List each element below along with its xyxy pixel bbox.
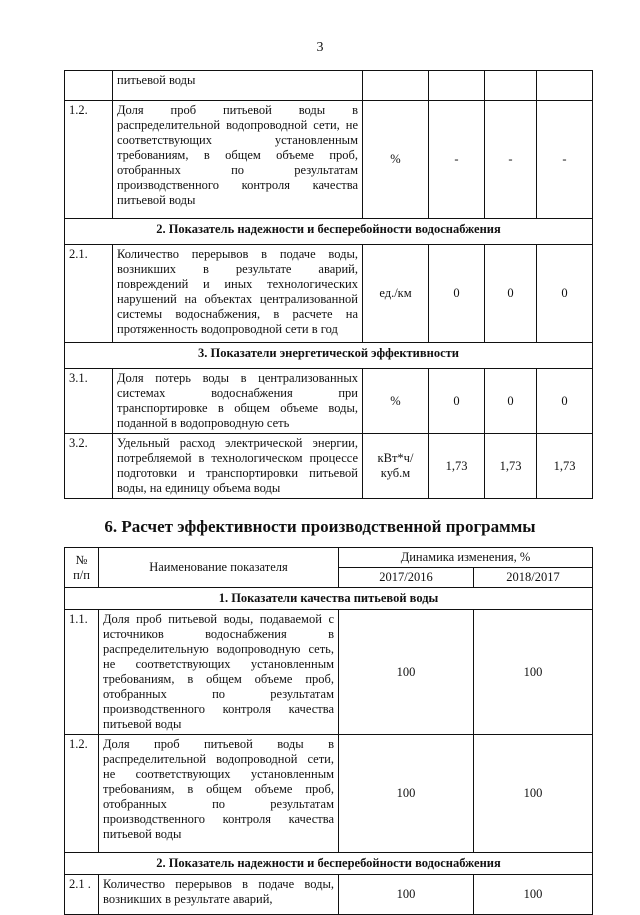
indicator-name: Доля проб питьевой воды, подаваемой с источников водоснабжения в распределительную водопроводную сеть, не соответствующих установленным требованиям, в общем объеме проб, отобранных по результатам производственного контроля качества питьевой воды (99, 610, 339, 735)
value-cell: 100 (474, 735, 593, 853)
unit-cell: ед./км (363, 245, 429, 343)
row-number: 1.2. (65, 101, 113, 219)
unit-cell: % (363, 101, 429, 219)
section-row (65, 343, 593, 369)
value-cell: - (429, 101, 485, 219)
value-cell: 100 (474, 610, 593, 735)
row-number: 3.1. (65, 369, 113, 434)
table-row (65, 369, 593, 434)
table-header-row (65, 548, 593, 568)
indicator-name: питьевой воды (113, 71, 363, 101)
row-number: 2.1. (65, 245, 113, 343)
section-row (65, 853, 593, 875)
value-cell: 0 (429, 245, 485, 343)
table-row (65, 245, 593, 343)
value-cell: 0 (485, 245, 537, 343)
value-cell: 1,73 (485, 434, 537, 499)
table-row (65, 735, 593, 853)
section-title: 1. Показатели качества питьевой воды (65, 588, 593, 610)
value-cell: 100 (474, 875, 593, 915)
page-number: 3 (316, 40, 324, 55)
section-row (65, 588, 593, 610)
row-number: 1.2. (65, 735, 99, 853)
indicator-name: Доля проб питьевой воды в распределительной водопроводной сети, не соответствующих установленным требованиям, в общем объеме проб, отобранных по результатам производственного контроля качества питьевой воды (99, 735, 339, 853)
value-cell: 100 (339, 610, 474, 735)
indicator-name: Доля потерь воды в централизованных системах водоснабжения при транспортировке в общем объеме воды, поданной в водопроводную сеть (113, 369, 363, 434)
table-row (65, 434, 593, 499)
value-cell: 0 (429, 369, 485, 434)
header-num: № п/п (65, 548, 99, 588)
header-year1: 2017/2016 (339, 568, 474, 588)
value-cell: 0 (537, 369, 593, 434)
value-cell: 1,73 (429, 434, 485, 499)
section-title: 3. Показатели энергетической эффективности (65, 343, 593, 369)
section-title: 2. Показатель надежности и бесперебойности водоснабжения (65, 853, 593, 875)
value-cell: 1,73 (537, 434, 593, 499)
header-name: Наименование показателя (99, 548, 339, 588)
row-number: 3.2. (65, 434, 113, 499)
row-number: 2.1 . (65, 875, 99, 915)
value-cell: 100 (339, 735, 474, 853)
value-cell: 100 (339, 875, 474, 915)
table-row (65, 71, 593, 101)
row-number (65, 71, 113, 101)
indicator-name: Количество перерывов в подаче воды, возникших в результате аварий, повреждений и иных технологических нарушений на объектах централизованной системы водоснабжения, в расчете на протяженность водопроводной сети в год (113, 245, 363, 343)
table-row (65, 101, 593, 219)
table-row (65, 875, 593, 915)
unit-cell: кВт*ч/ куб.м (363, 434, 429, 499)
section-title: 2. Показатель надежности и бесперебойности водоснабжения (65, 219, 593, 245)
indicator-name: Доля проб питьевой воды в распределительной водопроводной сети, не соответствующих установленным требованиям, в общем объеме проб, отобранных по результатам производственного контроля качества питьевой воды (113, 101, 363, 219)
indicators-table (64, 70, 593, 499)
indicator-name: Удельный расход электрической энергии, потребляемой в технологическом процессе подготовки и транспортировки питьевой воды, на единицу объема воды (113, 434, 363, 499)
header-dynamics: Динамика изменения, % (339, 548, 593, 568)
header-year2: 2018/2017 (474, 568, 593, 588)
value-cell: - (485, 101, 537, 219)
value-cell (485, 71, 537, 101)
section-heading: 6. Расчет эффективности производственной программы (104, 517, 536, 536)
value-cell: 0 (537, 245, 593, 343)
table-row (65, 610, 593, 735)
unit-cell (363, 71, 429, 101)
row-number: 1.1. (65, 610, 99, 735)
section-row (65, 219, 593, 245)
efficiency-table (64, 547, 593, 915)
indicator-name: Количество перерывов в подаче воды, возникших в результате аварий, (99, 875, 339, 915)
unit-cell: % (363, 369, 429, 434)
value-cell: 0 (485, 369, 537, 434)
value-cell (537, 71, 593, 101)
value-cell (429, 71, 485, 101)
value-cell: - (537, 101, 593, 219)
